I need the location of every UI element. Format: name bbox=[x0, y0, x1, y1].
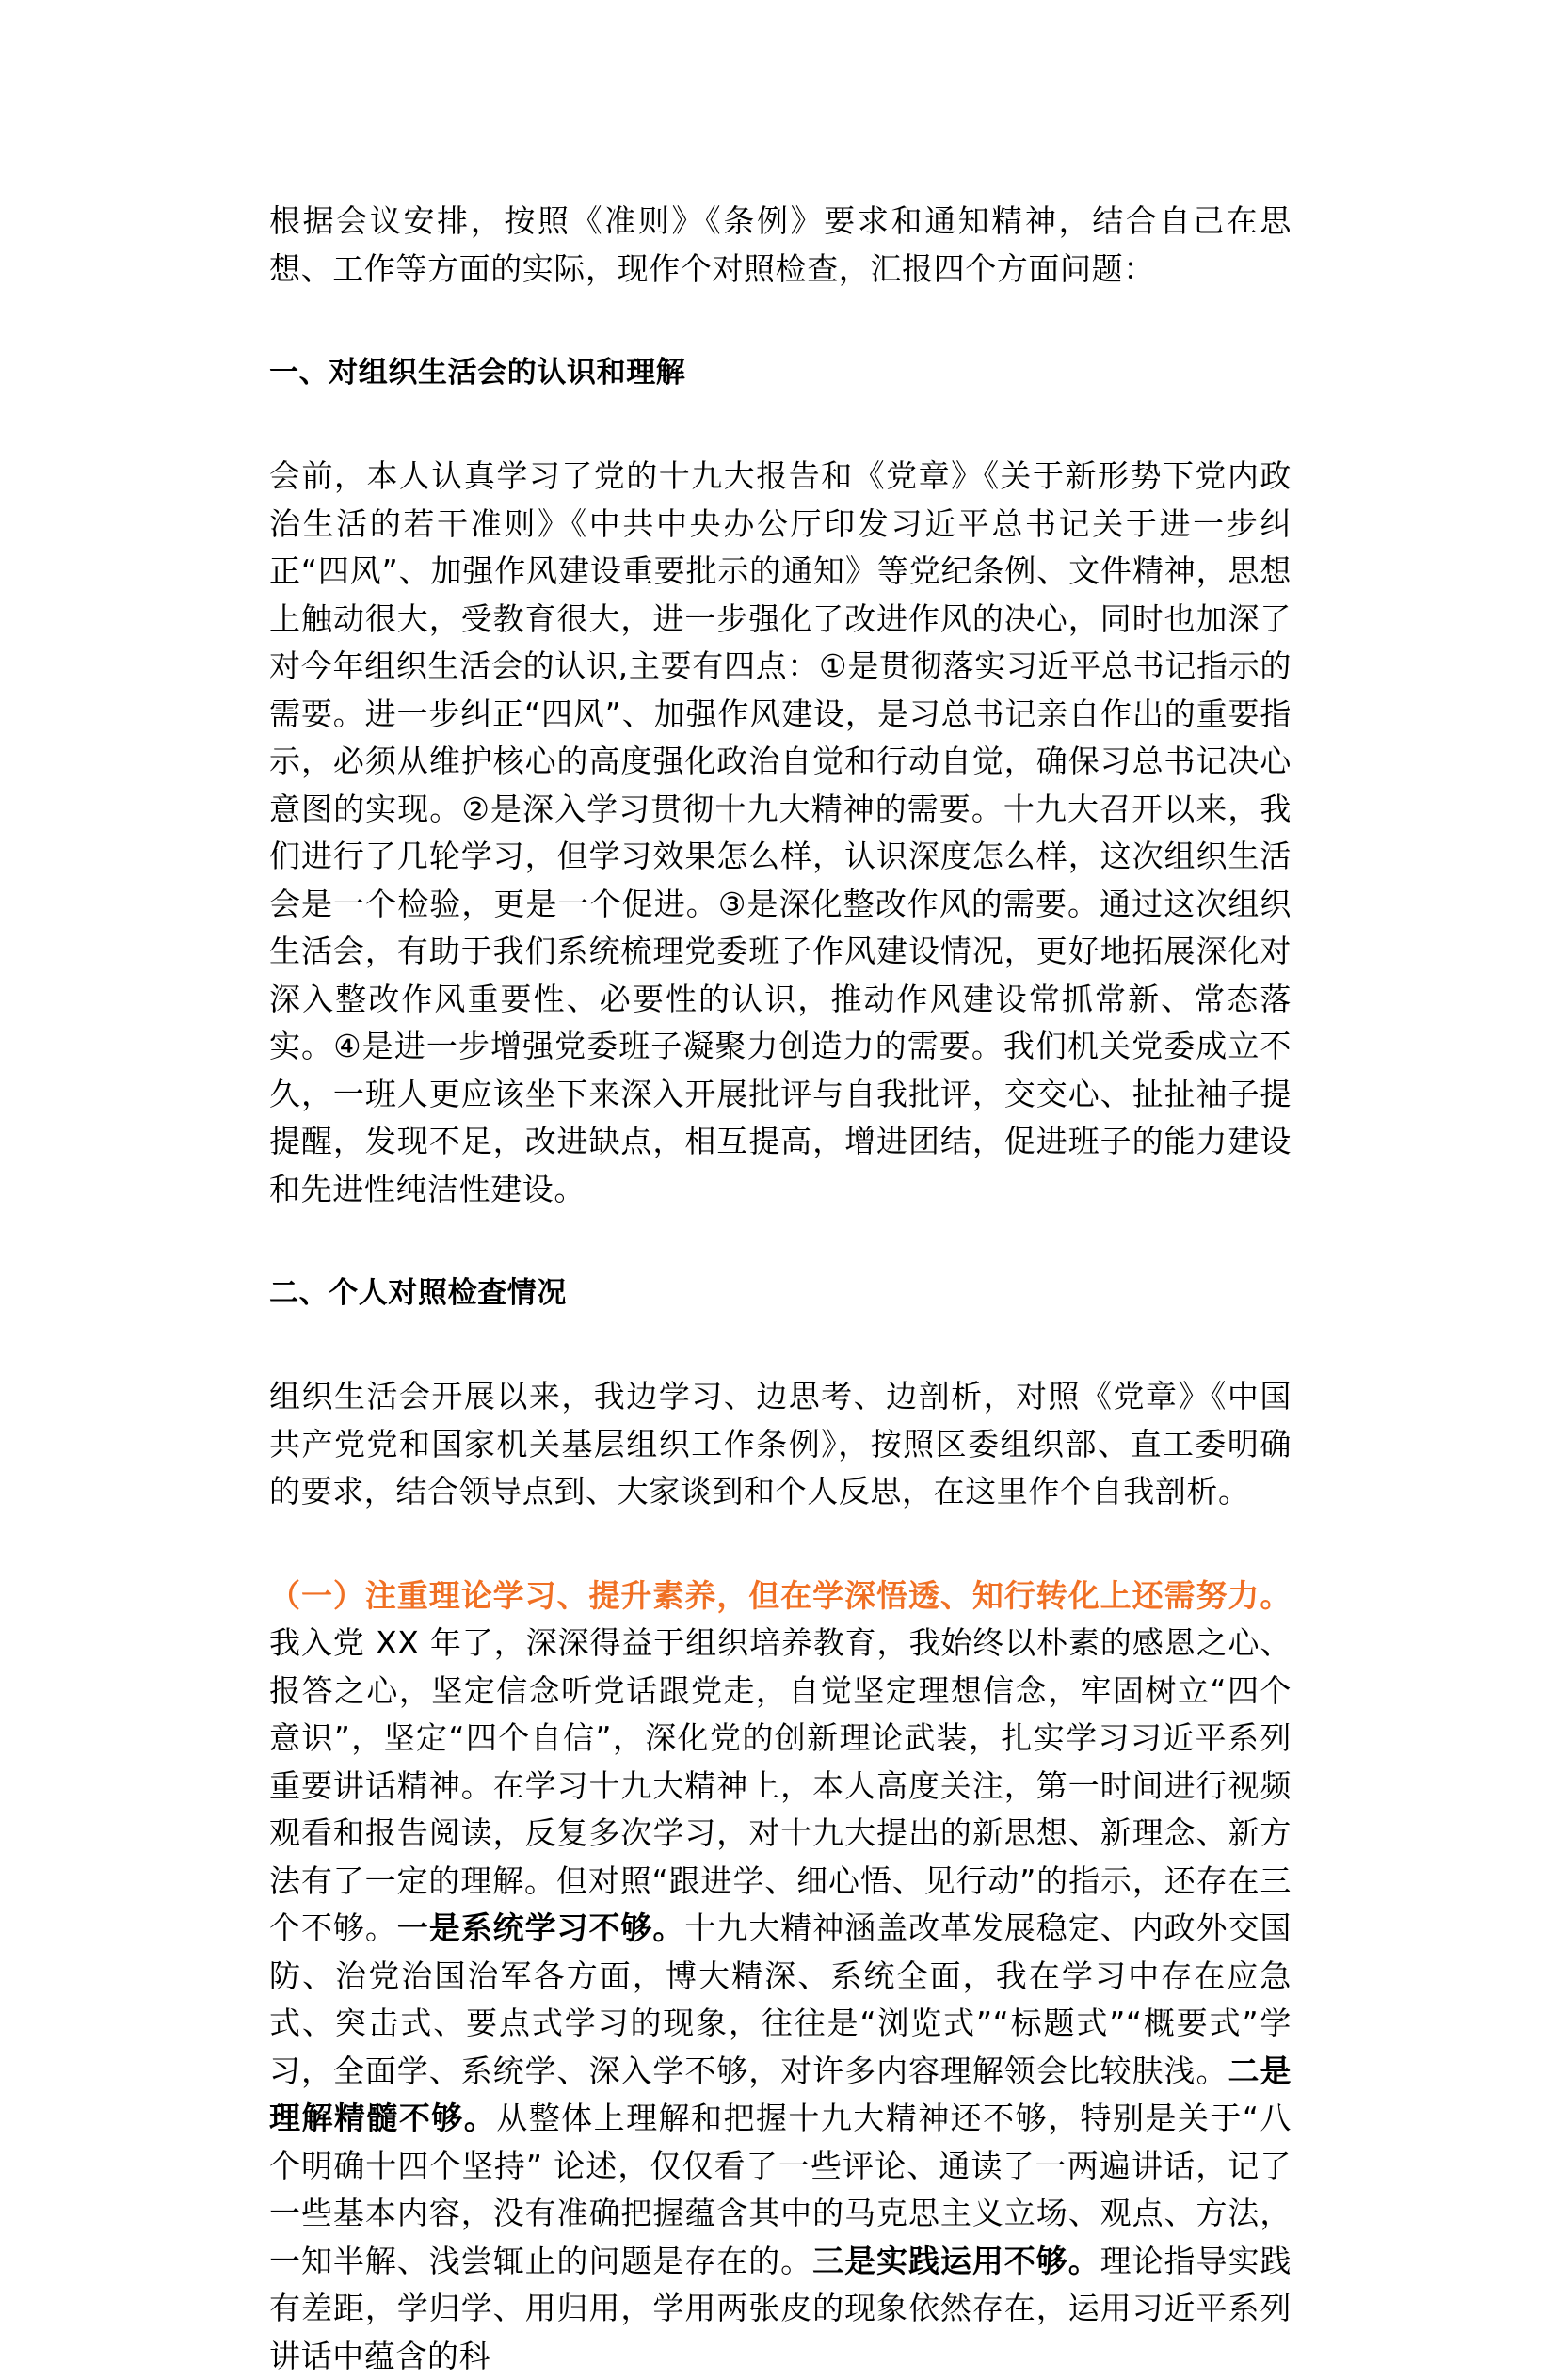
point-3-bold: 三是实践运用不够。 bbox=[812, 2243, 1100, 2279]
section-1-body: 会前，本人认真学习了党的十九大报告和《党章》《关于新形势下党内政治生活的若干准则》《中共中央办公厅印发习近平总书记关于进一步纠正“四风”、加强作风建设重要批示的通知》等党纪条例、文件精神，思想上触动很大，受教育很大，进一步强化了改进作风的决心，同时也加深了对今年组织生活会的认识,主要有四点：①是贯彻落实习近平总书记指示的需要。进一步纠正“四风”、加强作风建设，是习总书记亲自作出的重要指示，必须从维护核心的高度强化政治自觉和行动自觉，确保习总书记决心意图的实现。②是深入学习贯彻十九大精神的需要。十九大召开以来，我们进行了几轮学习，但学习效果怎么样，认识深度怎么样，这次组织生活会是一个检验，更是一个促进。③是深化整改作风的需要。通过这次组织生活会，有助于我们系统梳理党委班子作风建设情况，更好地拓展深化对深入整改作风重要性、必要性的认识，推动作风建设常抓常新、常态落实。④是进一步增强党委班子凝聚力创造力的需要。我们机关党委成立不久，一班人更应该坐下来深入开展批评与自我批评，交交心、扯扯袖子提提醒，发现不足，改进缺点，相互提高，增进团结，促进班子的能力建设和先进性纯洁性建设。 bbox=[269, 453, 1292, 1213]
subsection-1-title: （一）注重理论学习、提升素养，但在学深悟透、知行转化上还需努力。 bbox=[269, 1577, 1292, 1614]
subsection-1-text-3: 从整体上理解和把握十九大精神还不够，特别是关于“八个明确十四个坚持” 论述，仅仅看了一些评论、通读了一两遍讲话，记了一些基本内容，没有准确把握蕴含其中的马克思主义立场、观点、方法，一知半解、浅尝辄止的问题是存在的。 bbox=[269, 2100, 1292, 2279]
subsection-1-text-1: 我入党 XX 年了，深深得益于组织培养教育，我始终以朴素的感恩之心、报答之心，坚定信念听党话跟党走，自觉坚定理想信念，牢固树立“四个意识”，坚定“四个自信”，深化党的创新理论武装，扎实学习习近平系列重要讲话精神。在学习十九大精神上，本人高度关注，第一时间进行视频观看和报告阅读，反复多次学习，对十九大提出的新思想、新理念、新方法有了一定的理解。但对照“跟进学、细心悟、见行动”的指示，还存在三个不够。 bbox=[269, 1624, 1292, 1946]
section-heading-1: 一、对组织生活会的认识和理解 bbox=[269, 349, 1292, 396]
section-heading-2: 二、个人对照检查情况 bbox=[269, 1270, 1292, 1317]
section-2-body: 组织生活会开展以来，我边学习、边思考、边剖析，对照《党章》《中国共产党党和国家机关基层组织工作条例》，按照区委组织部、直工委明确的要求，结合领导点到、大家谈到和个人反思，在这里作个自我剖析。 bbox=[269, 1373, 1292, 1516]
intro-paragraph: 根据会议安排，按照《准则》《条例》要求和通知精神，结合自己在思想、工作等方面的实际，现作个对照检查，汇报四个方面问题： bbox=[269, 198, 1292, 293]
subsection-1-paragraph bbox=[269, 1573, 1292, 2380]
document-page bbox=[269, 198, 1292, 2380]
subsection-1-text-4: 理论指导实践有差距，学归学、用归用，学用两张皮的现象依然存在，运用习近平系列讲话中蕴含的科 bbox=[269, 2243, 1292, 2374]
point-2-bold: 二是理解精髓不够。 bbox=[269, 2053, 1292, 2137]
point-1-bold: 一是系统学习不够。 bbox=[397, 1909, 685, 1946]
subsection-1-text-2: 十九大精神涵盖改革发展稳定、内政外交国防、治党治国治军各方面，博大精深、系统全面，我在学习中存在应急式、突击式、要点式学习的现象，往往是“浏览式”“标题式”“概要式”学习，全面学、系统学、深入学不够，对许多内容理解领会比较肤浅。 bbox=[269, 1909, 1292, 2089]
